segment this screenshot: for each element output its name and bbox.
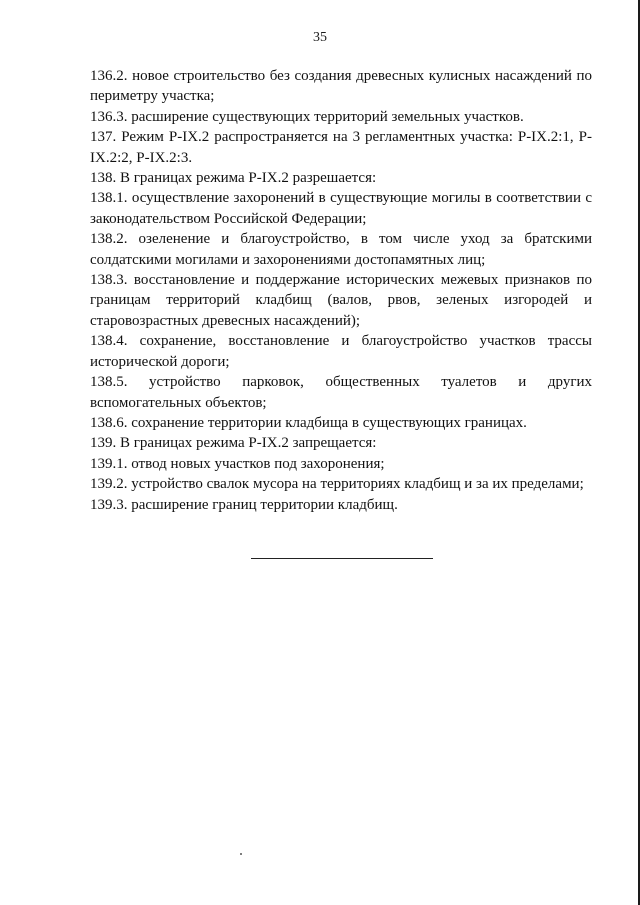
paragraph-137: 137. Режим Р-IX.2 распространяется на 3 регламентных участка: Р-IX.2:1, Р-IX.2:2, Р-IX.2:3. — [90, 129, 592, 166]
document-body — [90, 66, 592, 515]
paragraph-139-1: 139.1. отвод новых участков под захоронения; — [90, 455, 385, 472]
paragraph-139: 139. В границах режима Р-IX.2 запрещается: — [90, 435, 377, 452]
paragraph-138-6: 138.6. сохранение территории кладбища в существующих границах. — [90, 414, 527, 431]
paragraph-138-1: 138.1. осуществление захоронений в существующие могилы в соответствии с законодательством Российской Федерации; — [90, 190, 592, 227]
scan-speck — [240, 853, 242, 855]
paragraph-138-4: 138.4. сохранение, восстановление и благоустройство участков трассы исторической дороги; — [90, 333, 592, 370]
page-number: 35 — [313, 30, 327, 45]
paragraph-139-2: 139.2. устройство свалок мусора на территориях кладбищ и за их пределами; — [90, 476, 584, 493]
paragraph-139-3: 139.3. расширение границ территории кладбищ. — [90, 496, 398, 513]
paragraph-136-2: 136.2. новое строительство без создания древесных кулисных насаждений по периметру участка; — [90, 68, 592, 105]
end-divider-line — [251, 558, 433, 559]
paragraph-138-2: 138.2. озеленение и благоустройство, в том числе уход за братскими солдатскими могилами и захоронениями достопамятных лиц; — [90, 231, 592, 268]
paragraph-138: 138. В границах режима Р-IX.2 разрешается: — [90, 170, 377, 187]
paragraph-136-3: 136.3. расширение существующих территорий земельных участков. — [90, 108, 524, 125]
paragraph-138-5: 138.5. устройство парковок, общественных туалетов и других вспомогательных объектов; — [90, 374, 592, 411]
paragraph-138-3: 138.3. восстановление и поддержание исторических межевых признаков по границам территорий кладбищ (валов, рвов, зеленых изгородей и старовозрастных древесных насаждений); — [90, 272, 592, 329]
